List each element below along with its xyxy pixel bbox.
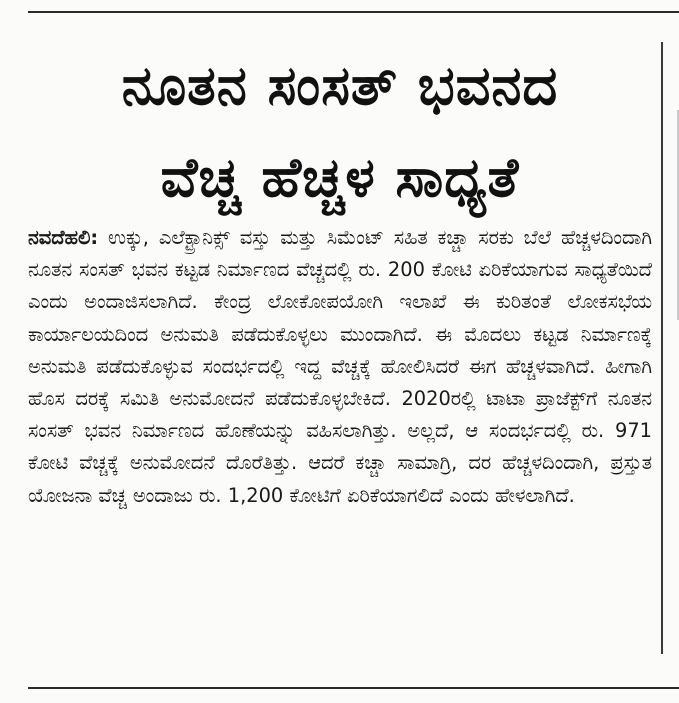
headline-line-1: ನೂತನ ಸಂಸತ್ ಭವನದ — [121, 54, 559, 117]
top-rule — [28, 11, 679, 13]
article-headline — [28, 40, 652, 224]
article-body-text: ಉಕ್ಕು, ಎಲೆಕ್ಟ್ರಾನಿಕ್ಸ್ ವಸ್ತು ಮತ್ತು ಸಿಮೆಂಟ್ ಸಹಿತ ಕಚ್ಚಾ ಸರಕು ಬೆಲೆ ಹೆಚ್ಚಳದಿಂದಾಗಿ ನೂತನ ಸಂಸತ್ ಭವನ ಕಟ್ಟಡ ನಿರ್ಮಾಣದ ವೆಚ್ಚದಲ್ಲಿ ರು. 200 ಕೋಟಿ ಏರಿಕೆಯಾಗುವ ಸಾಧ್ಯತೆಯಿದೆ ಎಂದು ಅಂದಾಜಿಸಲಾಗಿದೆ. ಕೇಂದ್ರ ಲೋಕೋಪಯೋಗಿ ಇಲಾಖೆ ಈ ಕುರಿತಂತೆ ಲೋಕಸಭೆಯ ಕಾರ್ಯಾಲಯದಿಂದ ಅನುಮತಿ ಪಡೆದುಕೊಳ್ಳಲು ಮುಂದಾಗಿದೆ. ಈ ಮೊದಲು ಕಟ್ಟಡ ನಿರ್ಮಾಣಕ್ಕೆ ಅನುಮತಿ ಪಡೆದುಕೊಳ್ಳುವ ಸಂದರ್ಭದಲ್ಲಿ ಇದ್ದ ವೆಚ್ಚಕ್ಕೆ ಹೋಲಿಸಿದರೆ ಈಗ ಹೆಚ್ಚಳವಾಗಿದೆ. ಹೀಗಾಗಿ ಹೊಸ ದರಕ್ಕೆ ಸಮಿತಿ ಅನುಮೋದನೆ ಪಡೆದುಕೊಳ್ಳಬೇಕಿದೆ. 2020ರಲ್ಲಿ ಟಾಟಾ ಪ್ರಾಜೆಕ್ಟ್‌ಗೆ ನೂತನ ಸಂಸತ್ ಭವನ ನಿರ್ಮಾಣದ ಹೊಣೆಯನ್ನು ವಹಿಸಲಾಗಿತ್ತು. ಅಲ್ಲದೆ, ಆ ಸಂದರ್ಭದಲ್ಲಿ ರು. 971 ಕೋಟಿ ವೆಚ್ಚಕ್ಕೆ ಅನುಮೋದನೆ ದೊರೆತಿತ್ತು. ಆದರೆ ಕಚ್ಚಾ ಸಾಮಾಗ್ರಿ, ದರ ಹೆಚ್ಚಳದಿಂದಾಗಿ, ಪ್ರಸ್ತುತ ಯೋಜನಾ ವೆಚ್ಚ ಅಂದಾಜು ರು. 1,200 ಕೋಟಿಗೆ ಏರಿಕೆಯಾಗಲಿದೆ ಎಂದು ಹೇಳಲಾಗಿದೆ. — [28, 226, 652, 507]
headline-line-2: ವೆಚ್ಚ ಹೆಚ್ಚಳ ಸಾಧ್ಯತೆ — [160, 146, 520, 209]
article-dateline: ನವದೆಹಲಿ: — [28, 226, 99, 249]
column-divider — [661, 42, 663, 654]
bottom-rule — [28, 687, 679, 689]
article-body — [28, 222, 652, 512]
news-article — [28, 40, 652, 224]
